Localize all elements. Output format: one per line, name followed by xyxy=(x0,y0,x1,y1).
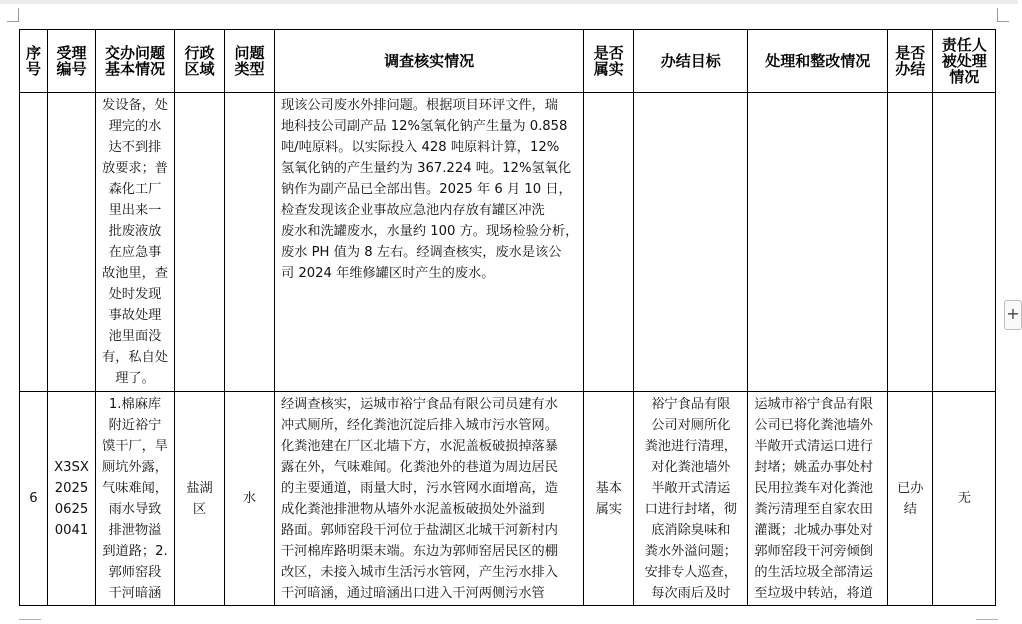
header-investigation: 调查核实情况 xyxy=(275,30,584,93)
header-seq: 序 号 xyxy=(20,30,48,93)
crop-mark xyxy=(997,8,998,22)
cell-responsible: 无 xyxy=(933,392,996,606)
header-row xyxy=(20,30,996,93)
cell-responsible xyxy=(933,93,996,392)
cell-closed: 已办 结 xyxy=(888,392,933,606)
cell-handling: 运城市裕宁食品有限 公司已将化粪池墙外 半敞开式清运口进行 封堵；姚孟办事处村 民用拉粪车对化粪池 粪污清理至自家农田 灌溉；北城办事处对 郭师窑段干河旁倾倒 的生活垃圾全部清运 至垃圾中转站，将道 xyxy=(748,392,888,606)
header-district: 行政 区域 xyxy=(175,30,225,93)
document-table-container xyxy=(19,29,996,606)
cell-closed xyxy=(888,93,933,392)
table-row-continued xyxy=(20,93,996,392)
header-responsible: 责任人 被处理 情况 xyxy=(933,30,996,93)
header-issue: 交办问题 基本情况 xyxy=(96,30,175,93)
header-handling: 处理和整改情况 xyxy=(748,30,888,93)
cell-accept-no xyxy=(48,93,96,392)
cell-investigation: 现该公司废水外排问题。根据项目环评文件，瑞 地科技公司副产品 12%氢氧化钠产生量为 0.858 吨/吨原料。以实际投入 428 吨原料计算，12% 氢氧化钠的产生量约为 367.224 吨。12%氢氧化 钠作为副产品已全部出售。2025 年 6 月 10 日， 检查发现该企业事故应急池内存放有罐区冲洗 废水和洗罐废水，水量约 100 方。现场检验分析， 废水 PH 值为 8 左右。经调查核实，废水是该公 司 2024 年维修罐区时产生的废水。 xyxy=(275,93,584,392)
cell-goal: 裕宁食品有限 公司对厕所化 粪池进行清理， 对化粪池墙外 半敞开式清运 口进行封堵，彻 底消除臭味和 粪水外溢问题； 安排专人巡查， 每次雨后及时 xyxy=(634,392,748,606)
crop-mark xyxy=(997,21,1009,22)
header-goal: 办结目标 xyxy=(634,30,748,93)
page-top-edge xyxy=(0,0,1018,4)
page-bottom-mark xyxy=(19,619,41,620)
crop-mark xyxy=(18,8,19,22)
cell-issue-type: 水 xyxy=(225,392,275,606)
cell-seq xyxy=(20,93,48,392)
header-issue-type: 问题 类型 xyxy=(225,30,275,93)
table-row-6 xyxy=(20,392,996,606)
cell-verified: 基本 属实 xyxy=(584,392,634,606)
cell-handling xyxy=(748,93,888,392)
header-accept-no: 受理 编号 xyxy=(48,30,96,93)
crop-mark xyxy=(7,21,19,22)
header-verified: 是否 属实 xyxy=(584,30,634,93)
cell-accept-no: X3SX 2025 0625 0041 xyxy=(48,392,96,606)
page-bottom-mark xyxy=(976,619,998,620)
complaint-table xyxy=(19,29,996,606)
add-row-button[interactable]: + xyxy=(1004,300,1022,330)
cell-district xyxy=(175,93,225,392)
cell-verified xyxy=(584,93,634,392)
cell-issue: 1.棉麻库 附近裕宁 馍干厂，旱 厕坑外露， 气味难闻， 雨水导致 排泄物溢 到道路；2. 郭师窑段 干河暗涵 xyxy=(96,392,175,606)
cell-investigation: 经调查核实，运城市裕宁食品有限公司员建有水 冲式厕所，经化粪池沉淀后排入城市污水管网。 化粪池建在厂区北墙下方，水泥盖板破损掉落暴 露在外，气味难闻。化粪池外的巷道为周边居民 的主要通道，雨量大时，污水管网水面增高，造 成化粪池排泄物从墙外水泥盖板破损处外溢到 路面。郭师窑段干河位于盐湖区北城干河新村内 干河棉库路明渠末端。东边为郭师窑居民区的棚 改区，未接入城市生活污水管网，产生污水排入 干河暗涵，通过暗涵出口进入干河两侧污水管 xyxy=(275,392,584,606)
cell-seq: 6 xyxy=(20,392,48,606)
cell-issue-type xyxy=(225,93,275,392)
cell-district: 盐湖 区 xyxy=(175,392,225,606)
header-closed: 是否 办结 xyxy=(888,30,933,93)
cell-goal xyxy=(634,93,748,392)
cell-issue: 发设备，处 理完的水 达不到排 放要求；普 森化工厂 里出来一 批废液放 在应急事 故池里，查 处时发现 事故处理 池里面没 有，私自处 理了。 xyxy=(96,93,175,392)
